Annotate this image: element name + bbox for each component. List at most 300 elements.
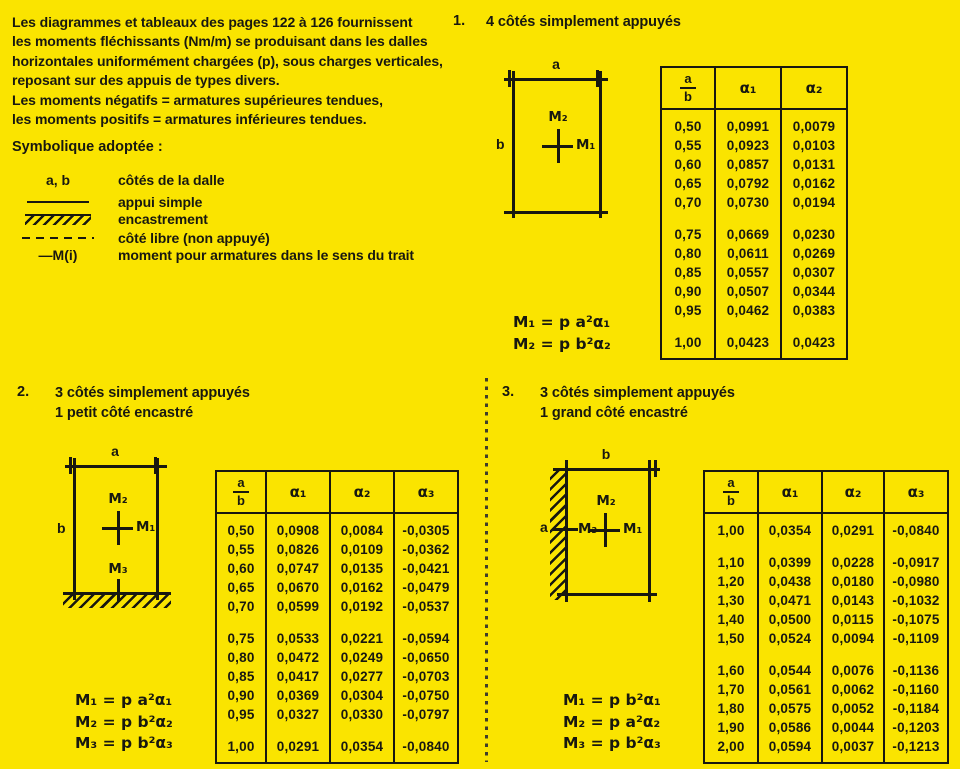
table-cell: 0,0730 xyxy=(716,193,782,212)
table-spacer-cell xyxy=(823,648,885,661)
table-row xyxy=(662,301,846,320)
slab-diagram-1 xyxy=(495,56,630,231)
table-cell: -0,0797 xyxy=(402,707,450,722)
moment-label-m2: M₂ xyxy=(596,493,616,509)
text-line: M₂ = p b²α₂ xyxy=(75,712,173,731)
table-cell: 0,65 xyxy=(662,174,716,193)
table-cell: 0,90 xyxy=(217,686,267,705)
table-cell: 0,55 xyxy=(662,136,716,155)
table-row xyxy=(705,737,947,756)
table-row xyxy=(662,282,846,301)
sides-symbol: a, b xyxy=(45,172,71,188)
fixed-edge-hatching xyxy=(550,470,565,600)
table-cell: 0,0544 xyxy=(759,661,823,680)
table-cell: 0,0438 xyxy=(759,572,823,591)
table-cell: 0,0557 xyxy=(716,263,782,282)
fraction-denominator: b xyxy=(684,89,692,104)
table-spacer-cell xyxy=(217,616,267,629)
table-cell: -0,0840 xyxy=(892,523,940,538)
right-support-line xyxy=(156,458,159,600)
table-row xyxy=(705,572,947,591)
table-cell: 1,20 xyxy=(705,572,759,591)
symbols-heading: Symbolique adoptée : xyxy=(12,139,163,155)
table-spacer-cell xyxy=(395,616,457,629)
table-row xyxy=(217,648,457,667)
free-edge-dashed-symbol xyxy=(22,237,94,240)
table-spacer-cell xyxy=(716,352,782,358)
table-cell: 0,0599 xyxy=(267,597,331,616)
text-line: 3 côtés simplement appuyés xyxy=(55,385,250,401)
text-line: Les moments négatifs = armatures supérieures tendues, xyxy=(12,91,383,108)
table-cell: 0,0369 xyxy=(267,686,331,705)
table-cell: -0,0479 xyxy=(402,580,450,595)
table-spacer-cell xyxy=(331,724,395,737)
dimension-label-b: b xyxy=(57,520,66,536)
dimension-tick xyxy=(654,460,657,477)
legend-label: encastrement xyxy=(118,211,208,227)
table-cell: 0,0062 xyxy=(823,680,885,699)
text-line: reposant sur des appuis de types divers. xyxy=(12,72,280,89)
table-row xyxy=(217,686,457,705)
top-support-line xyxy=(65,465,167,468)
table-spacer-cell xyxy=(217,724,267,737)
table-cell: 0,0423 xyxy=(792,335,836,350)
table-row xyxy=(705,680,947,699)
table-row xyxy=(705,553,947,572)
table-cell: 0,0269 xyxy=(792,246,836,261)
coefficient-table-2 xyxy=(215,470,459,764)
table-cell: 0,0192 xyxy=(331,597,395,616)
table-spacer-cell xyxy=(716,110,782,117)
table-cell: -0,0703 xyxy=(402,669,450,684)
table-header-row xyxy=(217,472,457,514)
table-cell: 1,00 xyxy=(217,737,267,756)
table-cell: 0,0131 xyxy=(792,157,836,172)
table-row xyxy=(217,578,457,597)
table-spacer-cell xyxy=(395,756,457,762)
table-cell: -0,0750 xyxy=(402,688,450,703)
table-cell: 0,0670 xyxy=(267,578,331,597)
table-spacer-cell xyxy=(217,756,267,762)
table-row xyxy=(662,155,846,174)
table-cell: 0,0417 xyxy=(267,667,331,686)
right-support-line xyxy=(599,71,602,218)
text-line: 1 grand côté encastré xyxy=(540,404,688,421)
left-support-line xyxy=(512,71,515,218)
table-cell: -0,0840 xyxy=(402,739,450,754)
table-cell: 0,0249 xyxy=(331,648,395,667)
table-row xyxy=(662,333,846,352)
table-cell: -0,1075 xyxy=(892,612,940,627)
table-cell: 0,0291 xyxy=(267,737,331,756)
table-row xyxy=(217,540,457,559)
fraction-denominator: b xyxy=(727,493,735,508)
table-spacer-cell xyxy=(662,212,716,225)
table-row xyxy=(217,705,457,724)
moment-label-m1: M₁ xyxy=(576,137,596,153)
dimension-label-b: b xyxy=(496,136,505,152)
table-cell: 0,0471 xyxy=(759,591,823,610)
table-cell: 0,0109 xyxy=(331,540,395,559)
legend-row-fixed-support xyxy=(12,210,208,228)
section-1-title xyxy=(486,13,681,33)
table-header-cell-ratio xyxy=(662,68,716,110)
text-line: M₁ = p b²α₁ xyxy=(563,691,661,709)
dimension-label-a: a xyxy=(111,443,119,459)
table-spacer-row xyxy=(705,514,947,521)
moment-crosshair xyxy=(117,511,120,545)
slab-diagram-3 xyxy=(540,438,680,618)
table-row xyxy=(705,629,947,648)
table-cell: 0,0669 xyxy=(716,225,782,244)
moment-crosshair xyxy=(604,513,607,547)
table-cell: 1,70 xyxy=(705,680,759,699)
table-spacer-cell xyxy=(267,756,331,762)
table-cell: 0,0472 xyxy=(267,648,331,667)
table-header-row xyxy=(662,68,846,110)
table-cell: 1,30 xyxy=(705,591,759,610)
table-cell: 0,0103 xyxy=(792,138,836,153)
table-cell: 0,60 xyxy=(662,155,716,174)
dimension-tick xyxy=(69,457,72,474)
text-line: M₂ = p b²α₂ xyxy=(513,334,611,353)
text-line: horizontales uniformément chargées (p), sous charges verticales, xyxy=(12,52,443,69)
ratio-fraction xyxy=(680,72,695,104)
table-cell: 0,0037 xyxy=(823,737,885,756)
table-cell: 0,0533 xyxy=(267,629,331,648)
table-cell: 0,0162 xyxy=(792,176,836,191)
fraction-numerator: a xyxy=(233,476,248,493)
table-spacer-row xyxy=(662,110,846,117)
table-cell: 0,0194 xyxy=(792,195,836,210)
table-row xyxy=(217,667,457,686)
section-2-number: 2. xyxy=(17,384,30,400)
formulas-section-1 xyxy=(513,312,611,355)
table-row xyxy=(705,661,947,680)
table-spacer-row xyxy=(705,540,947,553)
table-row xyxy=(662,225,846,244)
table-cell: 1,90 xyxy=(705,718,759,737)
table-cell: 2,00 xyxy=(705,737,759,756)
table-cell: 1,80 xyxy=(705,699,759,718)
table-spacer-cell xyxy=(331,756,395,762)
table-cell: 0,0135 xyxy=(331,559,395,578)
table-row xyxy=(217,629,457,648)
table-spacer-row xyxy=(217,756,457,762)
table-spacer-cell xyxy=(267,514,331,521)
bottom-support-line xyxy=(504,211,608,214)
text-line: les moments positifs = armatures inférieures tendues. xyxy=(12,111,367,128)
legend-row-simple-support xyxy=(12,193,202,211)
table-cell: 0,0143 xyxy=(823,591,885,610)
table-header-cell: α₂ xyxy=(782,68,846,110)
table-spacer-cell xyxy=(662,352,716,358)
moment-symbol: —M(i) xyxy=(38,247,78,263)
table-row xyxy=(705,699,947,718)
formulas-section-3 xyxy=(563,690,661,755)
table-spacer-cell xyxy=(716,212,782,225)
table-header-cell: α₃ xyxy=(395,472,457,514)
legend-label: moment pour armatures dans le sens du trait xyxy=(118,247,414,263)
table-spacer-row xyxy=(217,514,457,521)
table-spacer-cell xyxy=(782,110,846,117)
table-spacer-cell xyxy=(885,540,947,553)
text-line: les moments fléchissants (Nm/m) se produisant dans les dalles xyxy=(12,33,428,50)
top-support-line xyxy=(504,78,608,81)
table-cell: 0,0857 xyxy=(716,155,782,174)
moment-label-m1: M₁ xyxy=(136,519,156,535)
table-row xyxy=(217,559,457,578)
table-spacer-cell xyxy=(395,514,457,521)
table-cell: 0,0230 xyxy=(792,227,836,242)
legend-row-sides xyxy=(12,171,224,189)
table-cell: 0,0923 xyxy=(716,136,782,155)
table-cell: 0,0115 xyxy=(823,610,885,629)
table-cell: 0,50 xyxy=(217,521,267,540)
table-spacer-cell xyxy=(759,756,823,762)
table-cell: 0,75 xyxy=(662,225,716,244)
text-line: Les diagrammes et tableaux des pages 122 à 126 fournissent xyxy=(12,14,413,30)
table-cell: -0,1032 xyxy=(892,593,940,608)
table-spacer-cell xyxy=(331,616,395,629)
table-cell: 0,0826 xyxy=(267,540,331,559)
section-1-number: 1. xyxy=(453,13,466,29)
table-cell: 0,0307 xyxy=(792,265,836,280)
intro-paragraph xyxy=(12,13,482,129)
table-body xyxy=(705,514,947,762)
table-spacer-cell xyxy=(885,648,947,661)
formulas-section-2 xyxy=(75,690,173,755)
ratio-fraction xyxy=(233,476,248,508)
moment-label-m2: M₂ xyxy=(108,491,128,507)
table-cell: -0,1136 xyxy=(892,663,940,678)
dotted-section-divider xyxy=(485,378,488,762)
table-spacer-row xyxy=(217,724,457,737)
table-cell: 0,0991 xyxy=(716,117,782,136)
table-row xyxy=(705,591,947,610)
legend-label: côté libre (non appuyé) xyxy=(118,230,270,246)
ratio-fraction xyxy=(723,476,738,508)
table-cell: 0,80 xyxy=(662,244,716,263)
table-spacer-cell xyxy=(267,616,331,629)
moment-label-m2: M₂ xyxy=(548,109,568,125)
table-cell: -0,0594 xyxy=(402,631,450,646)
table-cell: 0,60 xyxy=(217,559,267,578)
table-header-cell: α₁ xyxy=(267,472,331,514)
table-cell: 1,00 xyxy=(705,521,759,540)
table-cell: 0,0079 xyxy=(792,119,836,134)
table-spacer-cell xyxy=(662,320,716,333)
table-row xyxy=(662,263,846,282)
moment-crosshair xyxy=(557,129,560,163)
table-cell: -0,1109 xyxy=(892,631,940,646)
table-spacer-cell xyxy=(705,756,759,762)
table-spacer-cell xyxy=(885,756,947,762)
table-cell: -0,0650 xyxy=(402,650,450,665)
table-row xyxy=(217,521,457,540)
top-support-line xyxy=(553,468,660,471)
table-spacer-cell xyxy=(705,540,759,553)
table-cell: 0,70 xyxy=(662,193,716,212)
table-cell: 0,0524 xyxy=(759,629,823,648)
fixed-edge-line xyxy=(565,460,568,602)
table-spacer-cell xyxy=(782,352,846,358)
table-row xyxy=(662,244,846,263)
table-row xyxy=(662,117,846,136)
table-cell: 0,0500 xyxy=(759,610,823,629)
table-spacer-cell xyxy=(759,648,823,661)
table-spacer-cell xyxy=(759,540,823,553)
table-cell: 0,0330 xyxy=(331,705,395,724)
text-line: M₂ = p a²α₂ xyxy=(563,712,661,731)
table-cell: 0,0304 xyxy=(331,686,395,705)
table-cell: 0,75 xyxy=(217,629,267,648)
table-cell: 1,10 xyxy=(705,553,759,572)
table-cell: 0,0344 xyxy=(792,284,836,299)
table-cell: 1,40 xyxy=(705,610,759,629)
table-row xyxy=(217,597,457,616)
table-cell: 0,0383 xyxy=(792,303,836,318)
bottom-support-line xyxy=(557,593,657,596)
legend-row-moment xyxy=(12,246,414,264)
table-header-cell: α₃ xyxy=(885,472,947,514)
table-cell: 0,95 xyxy=(217,705,267,724)
text-line: M₁ = p a²α₁ xyxy=(75,691,173,709)
text-line: 1 petit côté encastré xyxy=(55,404,194,421)
table-cell: 0,80 xyxy=(217,648,267,667)
table-cell: -0,0421 xyxy=(402,561,450,576)
coefficient-table-1 xyxy=(660,66,848,360)
text-line: 3 côtés simplement appuyés xyxy=(540,385,735,401)
table-spacer-cell xyxy=(823,514,885,521)
text-line: M₁ = p a²α₁ xyxy=(513,313,611,331)
table-cell: 0,85 xyxy=(217,667,267,686)
table-cell: 0,0594 xyxy=(759,737,823,756)
table-spacer-row xyxy=(217,616,457,629)
coefficient-table-3 xyxy=(703,470,949,764)
table-cell: 0,0908 xyxy=(267,521,331,540)
text-line: M₃ = p b²α₃ xyxy=(75,734,173,752)
table-cell: 0,0327 xyxy=(267,705,331,724)
table-spacer-row xyxy=(662,212,846,225)
table-header-cell: α₂ xyxy=(331,472,395,514)
table-spacer-cell xyxy=(782,212,846,225)
table-cell: 1,50 xyxy=(705,629,759,648)
table-header-cell: α₁ xyxy=(716,68,782,110)
table-cell: 0,0586 xyxy=(759,718,823,737)
table-spacer-row xyxy=(662,320,846,333)
legend-label: appui simple xyxy=(118,194,203,210)
table-cell: 0,0052 xyxy=(823,699,885,718)
table-spacer-cell xyxy=(217,514,267,521)
table-cell: 0,0611 xyxy=(716,244,782,263)
table-cell: 0,0423 xyxy=(716,333,782,352)
dimension-tick xyxy=(508,70,511,87)
table-cell: 0,0277 xyxy=(331,667,395,686)
table-header-cell-ratio xyxy=(217,472,267,514)
table-cell: 1,00 xyxy=(662,333,716,352)
section-3-title xyxy=(540,384,735,423)
table-body xyxy=(662,110,846,358)
table-spacer-cell xyxy=(782,320,846,333)
legend-row-free-edge xyxy=(12,229,270,247)
table-header-cell: α₂ xyxy=(823,472,885,514)
table-spacer-cell xyxy=(759,514,823,521)
table-cell: 0,0561 xyxy=(759,680,823,699)
table-cell: -0,0980 xyxy=(892,574,940,589)
table-cell: 0,0354 xyxy=(331,737,395,756)
table-cell: 0,85 xyxy=(662,263,716,282)
table-cell: 0,0084 xyxy=(331,521,395,540)
table-cell: 0,0044 xyxy=(823,718,885,737)
moment-label-m3: M₃ xyxy=(108,561,128,577)
table-row xyxy=(217,737,457,756)
table-spacer-row xyxy=(705,756,947,762)
legend-label: côtés de la dalle xyxy=(118,172,225,188)
table-cell: 0,0575 xyxy=(759,699,823,718)
table-cell: 1,60 xyxy=(705,661,759,680)
table-cell: 0,0792 xyxy=(716,174,782,193)
table-row xyxy=(662,174,846,193)
table-cell: -0,0362 xyxy=(402,542,450,557)
table-cell: 0,0399 xyxy=(759,553,823,572)
table-cell: 0,0221 xyxy=(331,629,395,648)
table-cell: 0,0076 xyxy=(823,661,885,680)
section-3-number: 3. xyxy=(502,384,515,400)
table-cell: 0,0462 xyxy=(716,301,782,320)
moment-m3-tick xyxy=(117,579,120,602)
table-spacer-cell xyxy=(705,514,759,521)
table-spacer-cell xyxy=(885,514,947,521)
table-cell: 0,65 xyxy=(217,578,267,597)
table-cell: 0,95 xyxy=(662,301,716,320)
fraction-denominator: b xyxy=(237,493,245,508)
table-cell: -0,0305 xyxy=(402,523,450,538)
table-spacer-cell xyxy=(823,756,885,762)
section-2-title xyxy=(55,384,250,423)
table-cell: -0,1203 xyxy=(892,720,940,735)
table-spacer-cell xyxy=(395,724,457,737)
table-spacer-cell xyxy=(267,724,331,737)
table-cell: 0,0354 xyxy=(759,521,823,540)
dimension-label-b: b xyxy=(601,446,611,462)
table-row xyxy=(705,521,947,540)
right-support-line xyxy=(648,460,651,602)
table-cell: 0,0228 xyxy=(823,553,885,572)
table-cell: 0,0747 xyxy=(267,559,331,578)
table-spacer-cell xyxy=(716,320,782,333)
table-cell: 0,55 xyxy=(217,540,267,559)
table-cell: 0,0507 xyxy=(716,282,782,301)
table-header-row xyxy=(705,472,947,514)
fraction-numerator: a xyxy=(723,476,738,493)
table-cell: -0,0917 xyxy=(892,555,940,570)
table-spacer-cell xyxy=(823,540,885,553)
text-line: M₃ = p b²α₃ xyxy=(563,734,661,752)
table-header-cell-ratio xyxy=(705,472,759,514)
table-spacer-row xyxy=(705,648,947,661)
table-cell: -0,1213 xyxy=(892,739,940,754)
simple-support-line-symbol xyxy=(27,201,89,204)
table-row xyxy=(662,193,846,212)
table-body xyxy=(217,514,457,762)
table-cell: 0,0094 xyxy=(823,629,885,648)
table-cell: 0,90 xyxy=(662,282,716,301)
text-line: 4 côtés simplement appuyés xyxy=(486,14,681,30)
moment-m3-tick xyxy=(553,528,578,531)
left-support-line xyxy=(73,458,76,600)
table-cell: 0,50 xyxy=(662,117,716,136)
